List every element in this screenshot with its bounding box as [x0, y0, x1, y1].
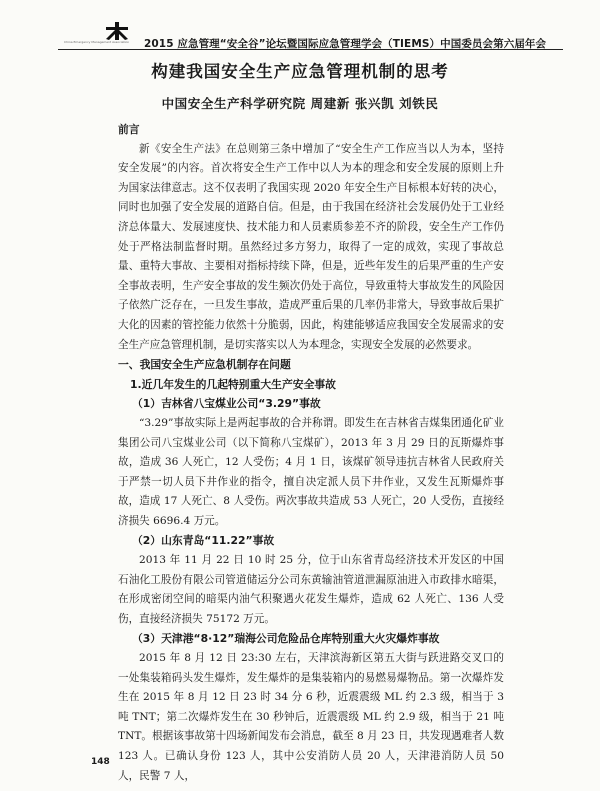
- page-number: 148: [91, 757, 110, 767]
- running-header: [58, 18, 563, 48]
- section-1-heading: 一、我国安全生产应急机制存在问题: [118, 358, 291, 372]
- association-logo-icon: [102, 22, 132, 40]
- case-2-heading: （2）山东青岛“11.22”事故: [132, 534, 275, 548]
- header-text: 2015 应急管理“安全谷”论坛暨国际应急管理学会（TIEMS）中国委员会第六届年会: [144, 38, 547, 50]
- case-1-paragraph: “3.29”事故实际上是两起事故的合并称谓。即发生在吉林省吉煤集团通化矿业集团公司八宝煤业公司（以下简称八宝煤矿），2013 年 3 月 29 日的瓦斯爆炸事故，造成 36 人死亡，12 人受伤；4 月 1 日，该煤矿领导违抗吉林省人民政府关于严禁一切人员下井作业的指令，擅自决定派人员下井作业，又发生瓦斯爆炸事故，造成 17 人死亡、8 人受伤。两次事故共造成 53 人死亡，20 人受伤，直接经济损失 6696.4 万元。: [118, 416, 504, 527]
- article-body: [118, 120, 504, 786]
- case-3-heading: （3）天津港“8·12”瑞海公司危险品仓库特别重大火灾爆炸事故: [132, 632, 440, 646]
- paper-title: 构建我国安全生产应急管理机制的思考: [151, 62, 449, 81]
- section-1-1-heading: 1.近几年发生的几起特别重大生产安全事故: [130, 377, 336, 391]
- logo-caption: China Emergency Management Association: [64, 40, 130, 44]
- case-1-heading: （1）吉林省八宝煤业公司“3.29”事故: [132, 397, 321, 411]
- case-3-paragraph: 2015 年 8 月 12 日 23:30 左右，天津滨海新区第五大街与跃进路交叉口的一处集装箱码头发生爆炸，发生爆炸的是集装箱内的易燃易爆物品。第一次爆炸发生在 2015 年 8 月 12 日 23 时 34 分 6 秒，近震震级 ML 约 2.3 级，相当于 3 吨 TNT；第二次爆炸发生在 30 秒钟后，近震震级 ML 约 2.9 级，相当于 21 吨 TNT。根据该事故第十四场新闻发布会消息，截至 8 月 23 日，共发现遇难者人数 123 人。已确认身份 123 人，其中公安消防人员 20 人，天津港消防人员 50 人，民警 7 人，: [118, 652, 504, 782]
- header-rule: [58, 49, 563, 50]
- foreword-heading: 前言: [118, 123, 140, 136]
- authors: 中国安全生产科学研究院 周建新 张兴凯 刘铁民: [161, 96, 439, 111]
- foreword-paragraph: 新《安全生产法》在总则第三条中增加了“安全生产工作应当以人为本，坚持安全发展”的内容。首次将安全生产工作中以人为本的理念和安全发展的原则上升为国家法律意志。这不仅表明了我国实现 2020 年安全生产目标根本好转的决心，同时也加强了安全发展的道路自信。但是，由于我国在经济社会发展仍处于工业经济总体量大、发展速度快、技术能力和人员素质参差不齐的阶段，安全生产工作仍处于严格法制监督时期。虽然经过多方努力，取得了一定的成效，实现了事故总量、重特大事故、主要相对指标持续下降，但是，近些年发生的后果严重的生产安全事故表明，生产安全事故的发生频次仍处于高位，导致重特大事故发生的风险因子依然广泛存在，一旦发生事故，造成严重后果的几率仍非常大，导致事故后果扩大化的因素的管控能力依然十分脆弱，因此，构建能够适应我国安全发展需求的安全生产应急管理机制，是切实落实以人为本理念，实现安全发展的必然要求。: [118, 142, 504, 351]
- case-2-paragraph: 2013 年 11 月 22 日 10 时 25 分，位于山东省青岛经济技术开发区的中国石油化工股份有限公司管道储运分公司东黄输油管道泄漏原油进入市政排水暗渠，在形成密闭空间的暗渠内油气积聚遇火花发生爆炸，造成 62 人死亡、136 人受伤，直接经济损失 75172 万元。: [118, 554, 504, 625]
